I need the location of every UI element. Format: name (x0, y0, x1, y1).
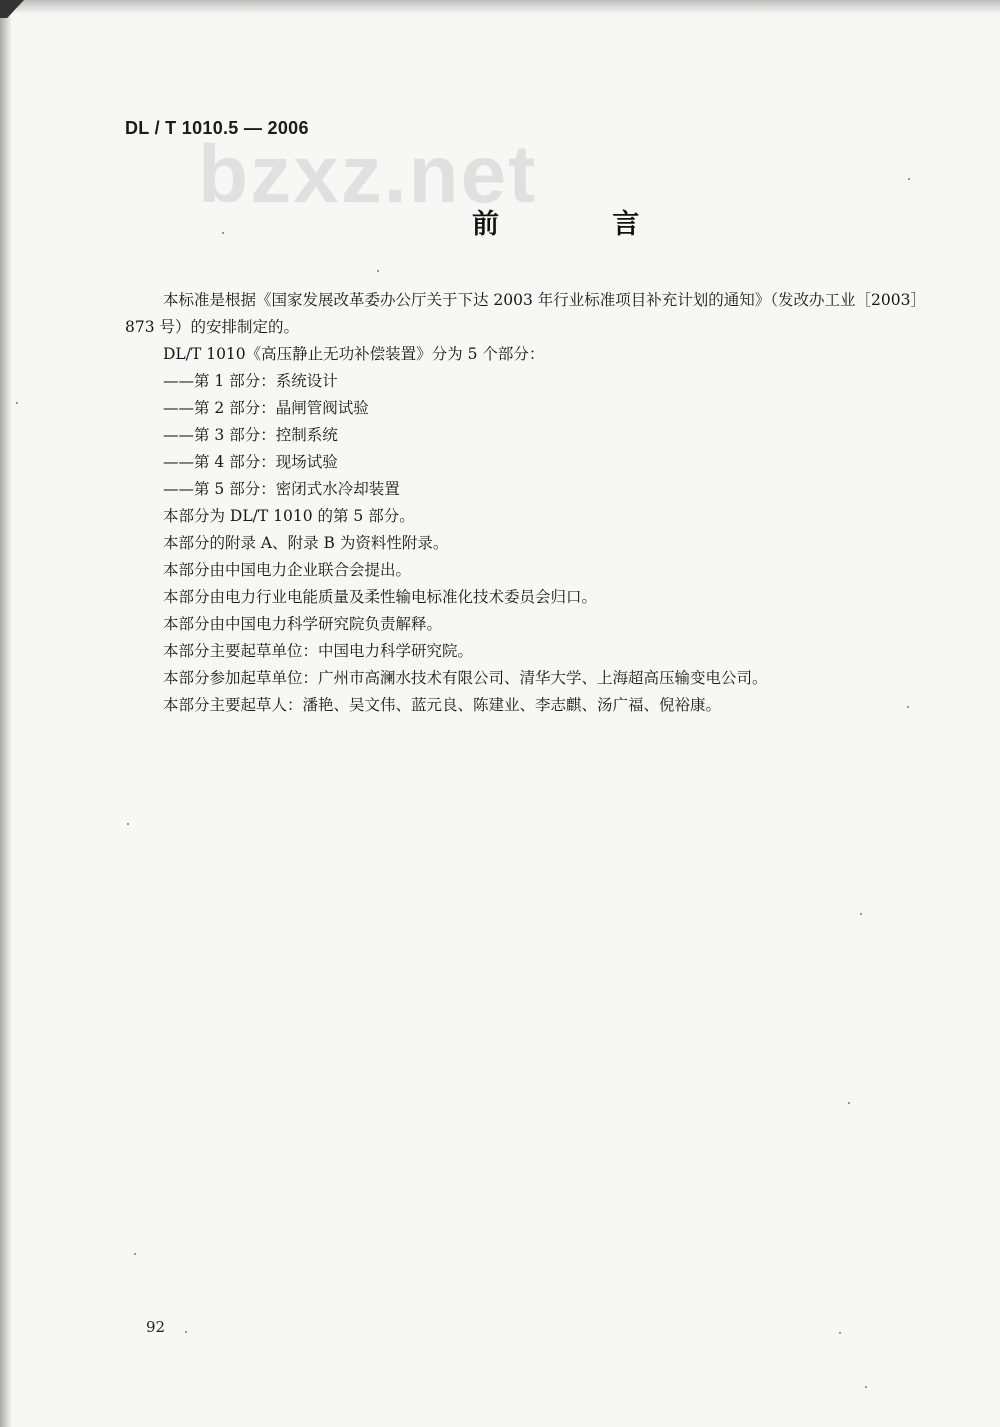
list-item: ——第 3 部分：控制系统 (163, 426, 338, 444)
page-number: 92 (146, 1318, 166, 1336)
list-item: ——第 5 部分：密闭式水冷却装置 (163, 480, 400, 498)
paragraph: 本部分的附录 A、附录 B 为资料性附录。 (163, 534, 449, 552)
foreword-body (125, 287, 945, 719)
watermark: bzxz.net (198, 129, 538, 220)
scan-speck (16, 402, 18, 404)
paragraph: 本部分参加起草单位：广州市高澜水技术有限公司、清华大学、上海超高压输变电公司。 (163, 669, 768, 687)
paragraph: 本部分由电力行业电能质量及柔性输电标准化技术委员会归口。 (163, 588, 598, 606)
paragraph: 本部分由中国电力科学研究院负责解释。 (163, 615, 443, 633)
scan-speck (848, 1102, 850, 1104)
scan-speck (127, 823, 129, 825)
paragraph: 本部分为 DL/T 1010 的第 5 部分。 (163, 507, 415, 525)
paragraph: DL/T 1010《高压静止无功补偿装置》分为 5 个部分： (163, 345, 545, 363)
scan-speck (222, 232, 224, 234)
paragraph: 本部分由中国电力企业联合会提出。 (163, 561, 412, 579)
paragraph: 本部分主要起草人：潘艳、吴文伟、蓝元良、陈建业、李志麒、汤广福、倪裕康。 (163, 696, 722, 714)
scan-speck (865, 1386, 867, 1388)
list-item: ——第 4 部分：现场试验 (163, 453, 338, 471)
scan-speck (377, 270, 379, 272)
scan-edge-left (0, 0, 12, 1427)
scan-speck (907, 706, 909, 708)
scan-speck (908, 178, 910, 180)
scan-speck (185, 1331, 187, 1333)
scan-speck (860, 913, 862, 915)
scan-edge-top (0, 0, 1000, 14)
paragraph: 本标准是根据《国家发展改革委办公厅关于下达 2003 年行业标准项目补充计划的通知》（发改办工业［2003］873 号）的安排制定的。 (125, 291, 926, 336)
page-title: 前 言 (472, 209, 692, 240)
scan-speck (134, 1253, 136, 1255)
scan-speck (839, 1332, 841, 1334)
list-item: ——第 2 部分：晶闸管阀试验 (163, 399, 369, 417)
document-code: DL / T 1010.5 — 2006 (125, 118, 309, 138)
paragraph: 本部分主要起草单位：中国电力科学研究院。 (163, 642, 474, 660)
list-item: ——第 1 部分：系统设计 (163, 372, 338, 390)
